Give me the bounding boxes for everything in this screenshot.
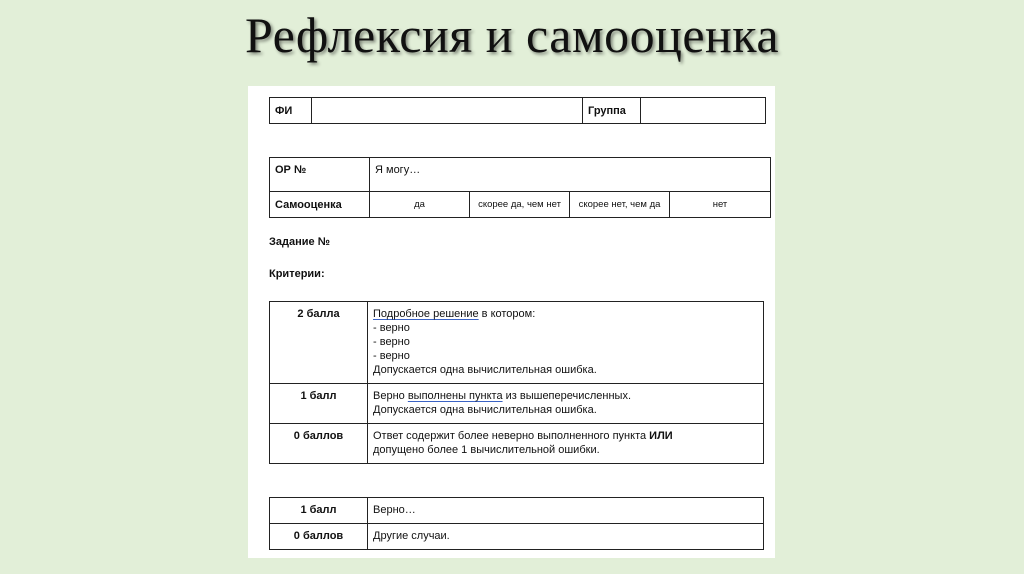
slide-title: Рефлексия и самооценка bbox=[244, 7, 780, 63]
table-row bbox=[270, 302, 764, 384]
outcome-table bbox=[269, 157, 771, 218]
option-yes[interactable]: да bbox=[370, 192, 470, 218]
criteria-description bbox=[368, 384, 764, 424]
document-page bbox=[248, 86, 775, 558]
option-rather-yes[interactable]: скорее да, чем нет bbox=[470, 192, 570, 218]
criteria-underlined-text: выполнены пункта bbox=[407, 390, 503, 402]
group-label: Группа bbox=[583, 98, 641, 124]
criteria-line: - верно bbox=[373, 336, 410, 348]
criteria-table bbox=[269, 301, 764, 464]
criteria-line: - верно bbox=[373, 350, 410, 362]
option-no[interactable]: нет bbox=[670, 192, 771, 218]
criteria-label: Критерии: bbox=[269, 268, 325, 280]
criteria-description bbox=[368, 302, 764, 384]
criteria-line: Допускается одна вычислительная ошибка. bbox=[373, 364, 597, 376]
table-row bbox=[270, 498, 764, 524]
table-row bbox=[270, 424, 764, 464]
self-assessment-label: Самооценка bbox=[270, 192, 370, 218]
criteria-text: Верно bbox=[373, 390, 408, 402]
criteria-table-2 bbox=[269, 497, 764, 550]
criteria-underlined-text: Подробное решение bbox=[373, 308, 479, 320]
criteria-points: 2 балла bbox=[270, 302, 368, 384]
criteria-points: 1 балл bbox=[270, 498, 368, 524]
criteria-text: Ответ содержит более неверно выполненного пункта bbox=[373, 430, 650, 442]
criteria-line: - верно bbox=[373, 322, 410, 334]
criteria-points: 1 балл bbox=[270, 384, 368, 424]
option-rather-no[interactable]: скорее нет, чем да bbox=[570, 192, 670, 218]
criteria-description: Верно… bbox=[368, 498, 764, 524]
criteria-points: 0 баллов bbox=[270, 424, 368, 464]
task-label: Задание № bbox=[269, 236, 330, 248]
group-field[interactable] bbox=[641, 98, 766, 124]
criteria-line: допущено более 1 вычислительной ошибки. bbox=[373, 444, 600, 456]
criteria-description: Другие случаи. bbox=[368, 524, 764, 550]
criteria-text: из вышеперечисленных. bbox=[502, 390, 632, 402]
can-text: Я могу… bbox=[370, 158, 771, 192]
criteria-text: в котором: bbox=[478, 308, 536, 320]
op-label: ОР № bbox=[270, 158, 370, 192]
name-group-table bbox=[269, 97, 766, 124]
fi-field[interactable] bbox=[312, 98, 583, 124]
criteria-description bbox=[368, 424, 764, 464]
fi-label: ФИ bbox=[270, 98, 312, 124]
table-row bbox=[270, 384, 764, 424]
table-row bbox=[270, 524, 764, 550]
criteria-line: Допускается одна вычислительная ошибка. bbox=[373, 404, 597, 416]
criteria-points: 0 баллов bbox=[270, 524, 368, 550]
criteria-bold-text: ИЛИ bbox=[649, 430, 673, 442]
